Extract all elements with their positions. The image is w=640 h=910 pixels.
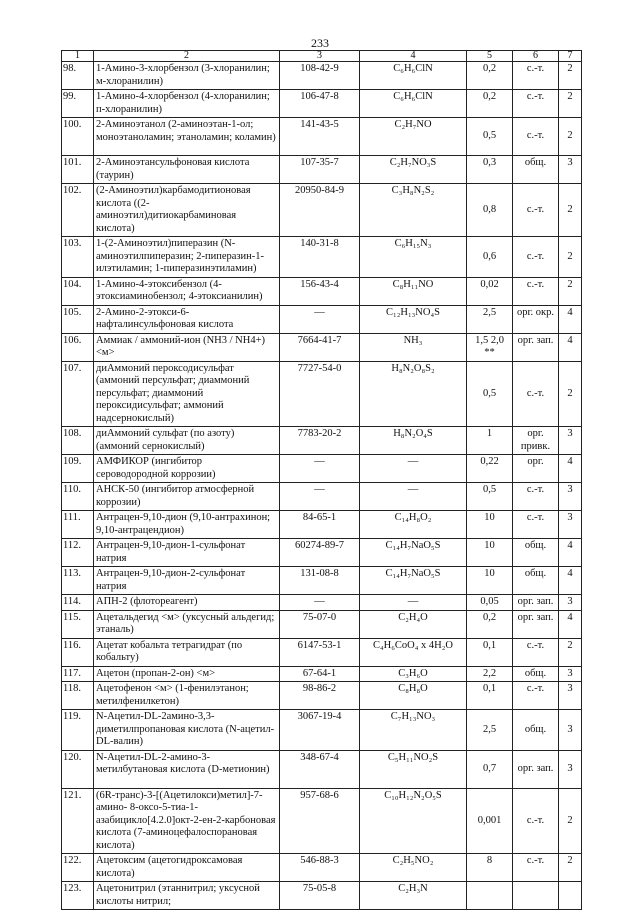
chemical-formula: C₁₀H₁₂N₂O₅S xyxy=(360,788,467,854)
table-row xyxy=(62,156,582,184)
row-number: 102. xyxy=(62,184,94,237)
row-number: 105. xyxy=(62,305,94,333)
chemical-formula: — xyxy=(360,595,467,611)
chemical-formula: NH₃ xyxy=(360,333,467,361)
row-number: 119. xyxy=(62,710,94,751)
chemical-formula: C₆H₁₅N₃ xyxy=(360,237,467,278)
concentration-value: 0,7 xyxy=(467,750,513,788)
header-col-1: 1 xyxy=(62,51,94,62)
concentration-value: 0,2 xyxy=(467,90,513,118)
hazard-indicator: орг. окр. xyxy=(513,305,559,333)
cas-number: 546-88-3 xyxy=(280,854,360,882)
cas-number: 108-42-9 xyxy=(280,62,360,90)
row-number: 106. xyxy=(62,333,94,361)
concentration-value: 0,1 xyxy=(467,682,513,710)
concentration-value: 0,3 xyxy=(467,156,513,184)
substance-name: 2-Аминоэтансульфоновая кислота (таурин) xyxy=(94,156,280,184)
hazard-class: 4 xyxy=(559,567,582,595)
hazard-indicator: общ. xyxy=(513,666,559,682)
concentration-value: 10 xyxy=(467,567,513,595)
cas-number: 7783-20-2 xyxy=(280,427,360,455)
hazard-indicator: общ. xyxy=(513,156,559,184)
table-row xyxy=(62,90,582,118)
cas-number: — xyxy=(280,595,360,611)
hazard-class: 3 xyxy=(559,483,582,511)
hazard-indicator: с.-т. xyxy=(513,854,559,882)
substance-name: Аммиак / аммоний-ион (NH3 / NH4+) <м> xyxy=(94,333,280,361)
concentration-value: 0,5 xyxy=(467,118,513,156)
table-row xyxy=(62,361,582,427)
substance-name: 1-Амино-4-хлорбензол (4-хлоранилин; п-хлоранилин) xyxy=(94,90,280,118)
substance-name: N-Ацетил-DL-2-амино-3-метилбутановая кислота (D-метионин) xyxy=(94,750,280,788)
concentration-value: 1 xyxy=(467,427,513,455)
page-number: 233 xyxy=(311,36,329,50)
substance-name: диАммоний сульфат (по азоту) (аммоний сернокислый) xyxy=(94,427,280,455)
row-number: 110. xyxy=(62,483,94,511)
chemical-formula: C₅H₁₁NO₂S xyxy=(360,750,467,788)
chemical-formula: C₁₂H₁₃NO₄S xyxy=(360,305,467,333)
table-row xyxy=(62,610,582,638)
row-number: 111. xyxy=(62,511,94,539)
substance-name: АМФИКОР (ингибитор сероводородной коррозии) xyxy=(94,455,280,483)
row-number: 101. xyxy=(62,156,94,184)
concentration-value: 2,5 xyxy=(467,305,513,333)
concentration-value: 1,5 2,0 ** xyxy=(467,333,513,361)
hazard-class: 3 xyxy=(559,682,582,710)
cas-number: 131-08-8 xyxy=(280,567,360,595)
hazard-indicator: с.-т. xyxy=(513,361,559,427)
cas-number: 67-64-1 xyxy=(280,666,360,682)
hazard-class: 4 xyxy=(559,610,582,638)
cas-number: — xyxy=(280,483,360,511)
chemical-formula: C₇H₁₃NO₃ xyxy=(360,710,467,751)
hazard-class: 3 xyxy=(559,750,582,788)
table-row xyxy=(62,595,582,611)
row-number: 104. xyxy=(62,277,94,305)
substance-name: АНСК-50 (ингибитор атмосферной коррозии) xyxy=(94,483,280,511)
row-number: 103. xyxy=(62,237,94,278)
hazard-class: 2 xyxy=(559,90,582,118)
hazard-indicator: с.-т. xyxy=(513,237,559,278)
concentration-value: 0,6 xyxy=(467,237,513,278)
hazard-indicator: орг. зап. xyxy=(513,595,559,611)
row-number: 117. xyxy=(62,666,94,682)
chemical-formula: C₈H₁₁NO xyxy=(360,277,467,305)
chemical-formula: H₈N₂O₈S₂ xyxy=(360,361,467,427)
concentration-value: 0,02 xyxy=(467,277,513,305)
cas-number: 75-07-0 xyxy=(280,610,360,638)
substance-name: 1-Амино-3-хлорбензол (3-хлоранилин; м-хлоранилин) xyxy=(94,62,280,90)
hazard-indicator: с.-т. xyxy=(513,638,559,666)
substance-name: АПН-2 (флотореагент) xyxy=(94,595,280,611)
table-row xyxy=(62,710,582,751)
cas-number: 60274-89-7 xyxy=(280,539,360,567)
table-row xyxy=(62,511,582,539)
substance-name: (2-Аминоэтил)карбамодитионовая кислота ((2-аминоэтил)дитиокарбаминовая кислота) xyxy=(94,184,280,237)
hazard-class: 3 xyxy=(559,595,582,611)
table-row xyxy=(62,333,582,361)
hazard-indicator: орг. xyxy=(513,455,559,483)
concentration-value: 0,1 xyxy=(467,638,513,666)
substance-name: Ацетальдегид <м> (уксусный альдегид; этаналь) xyxy=(94,610,280,638)
hazard-class: 3 xyxy=(559,156,582,184)
chemical-formula: C₁₄H₇NaO₅S xyxy=(360,539,467,567)
row-number: 115. xyxy=(62,610,94,638)
chemical-formula: C₂H₇NO₃S xyxy=(360,156,467,184)
hazard-class: 2 xyxy=(559,237,582,278)
concentration-value: 10 xyxy=(467,511,513,539)
row-number: 108. xyxy=(62,427,94,455)
hazard-class: 2 xyxy=(559,788,582,854)
cas-number: 107-35-7 xyxy=(280,156,360,184)
hazard-indicator: орг. привк. xyxy=(513,427,559,455)
chemical-formula: C₁₄H₈O₂ xyxy=(360,511,467,539)
concentration-value: 0,001 xyxy=(467,788,513,854)
hazard-class: 4 xyxy=(559,455,582,483)
concentration-value: 0,5 xyxy=(467,483,513,511)
table-row xyxy=(62,277,582,305)
header-row xyxy=(62,51,582,62)
table-row xyxy=(62,638,582,666)
row-number: 100. xyxy=(62,118,94,156)
hazard-indicator: орг. зап. xyxy=(513,610,559,638)
hazard-class: 4 xyxy=(559,333,582,361)
row-number: 112. xyxy=(62,539,94,567)
header-col-7: 7 xyxy=(559,51,582,62)
hazard-indicator xyxy=(513,882,559,910)
concentration-value: 10 xyxy=(467,539,513,567)
cas-number: — xyxy=(280,305,360,333)
chemical-formula: — xyxy=(360,483,467,511)
concentration-value: 0,05 xyxy=(467,595,513,611)
cas-number: 7727-54-0 xyxy=(280,361,360,427)
chemical-formula: C₆H₆ClN xyxy=(360,62,467,90)
header-col-5: 5 xyxy=(467,51,513,62)
cas-number: 20950-84-9 xyxy=(280,184,360,237)
row-number: 109. xyxy=(62,455,94,483)
cas-number: 156-43-4 xyxy=(280,277,360,305)
chemical-formula: C₄H₆CoO₄ x 4H₂O xyxy=(360,638,467,666)
row-number: 98. xyxy=(62,62,94,90)
hazard-indicator: общ. xyxy=(513,567,559,595)
hazard-indicator: с.-т. xyxy=(513,788,559,854)
table-row xyxy=(62,539,582,567)
row-number: 113. xyxy=(62,567,94,595)
table-row xyxy=(62,455,582,483)
row-number: 123. xyxy=(62,882,94,910)
cas-number: 3067-19-4 xyxy=(280,710,360,751)
concentration-value: 0,2 xyxy=(467,610,513,638)
hazard-indicator: общ. xyxy=(513,539,559,567)
concentration-value: 2,2 xyxy=(467,666,513,682)
table-row xyxy=(62,62,582,90)
table-row xyxy=(62,750,582,788)
substance-name: Антрацен-9,10-дион-1-сульфонат натрия xyxy=(94,539,280,567)
chemical-formula: — xyxy=(360,455,467,483)
hazard-class: 3 xyxy=(559,710,582,751)
hazard-class: 2 xyxy=(559,118,582,156)
concentration-value: 0,2 xyxy=(467,62,513,90)
substance-name: (6R-транс)-3-[(Ацетилокси)метил]-7-амино- 8-оксо-5-тиа-1-азабицикло[4.2.0]окт-2-ен-2-карбоновая кислота (7-аминоцефалоспорановая кислота) xyxy=(94,788,280,854)
chemical-formula: H₈N₂O₄S xyxy=(360,427,467,455)
hazard-class: 2 xyxy=(559,277,582,305)
table-row xyxy=(62,118,582,156)
chemical-formula: C₆H₆ClN xyxy=(360,90,467,118)
hazard-indicator: с.-т. xyxy=(513,184,559,237)
table-row xyxy=(62,854,582,882)
chemical-formula: C₁₄H₇NaO₅S xyxy=(360,567,467,595)
row-number: 107. xyxy=(62,361,94,427)
hazard-class: 3 xyxy=(559,511,582,539)
cas-number: 106-47-8 xyxy=(280,90,360,118)
row-number: 120. xyxy=(62,750,94,788)
hazard-indicator: с.-т. xyxy=(513,682,559,710)
substance-name: Ацетон (пропан-2-он) <м> xyxy=(94,666,280,682)
header-col-6: 6 xyxy=(513,51,559,62)
chemical-formula: C₂H₃N xyxy=(360,882,467,910)
concentration-value xyxy=(467,882,513,910)
hazard-indicator: с.-т. xyxy=(513,62,559,90)
table-row xyxy=(62,882,582,910)
hazard-indicator: орг. зап. xyxy=(513,750,559,788)
hazard-indicator: с.-т. xyxy=(513,90,559,118)
substance-name: 2-Амино-2-этокси-6-нафталинсульфоновая кислота xyxy=(94,305,280,333)
table-body xyxy=(62,62,582,910)
substance-name: Ацетонитрил (этаннитрил; уксусной кислоты нитрил; xyxy=(94,882,280,910)
hazard-indicator: с.-т. xyxy=(513,277,559,305)
concentration-value: 0,22 xyxy=(467,455,513,483)
substance-name: Ацетат кобальта тетрагидрат (по кобальту) xyxy=(94,638,280,666)
cas-number: 84-65-1 xyxy=(280,511,360,539)
table-row xyxy=(62,427,582,455)
hazard-class: 4 xyxy=(559,305,582,333)
substance-name: 1-(2-Аминоэтил)пиперазин (N-аминоэтилпиперазин; 2-пиперазин-1- илэтиламин; 1-пиперазинэтиламин) xyxy=(94,237,280,278)
concentration-value: 2,5 xyxy=(467,710,513,751)
table-row xyxy=(62,483,582,511)
cas-number: 98-86-2 xyxy=(280,682,360,710)
row-number: 122. xyxy=(62,854,94,882)
concentration-value: 0,5 xyxy=(467,361,513,427)
hazard-indicator: общ. xyxy=(513,710,559,751)
row-number: 114. xyxy=(62,595,94,611)
chemical-formula: C₂H₅NO₂ xyxy=(360,854,467,882)
substance-name: 2-Аминоэтанол (2-аминоэтан-1-ол; моноэтаноламин; этаноламин; коламин) xyxy=(94,118,280,156)
concentration-value: 0,8 xyxy=(467,184,513,237)
row-number: 99. xyxy=(62,90,94,118)
chemical-formula: C₈H₈O xyxy=(360,682,467,710)
substances-table xyxy=(61,50,582,910)
concentration-value: 8 xyxy=(467,854,513,882)
cas-number: 140-31-8 xyxy=(280,237,360,278)
cas-number: 348-67-4 xyxy=(280,750,360,788)
hazard-class: 2 xyxy=(559,62,582,90)
hazard-indicator: с.-т. xyxy=(513,118,559,156)
table-row xyxy=(62,682,582,710)
hazard-class: 2 xyxy=(559,854,582,882)
substance-name: Антрацен-9,10-дион-2-сульфонат натрия xyxy=(94,567,280,595)
hazard-indicator: орг. зап. xyxy=(513,333,559,361)
header-col-4: 4 xyxy=(360,51,467,62)
hazard-class: 2 xyxy=(559,638,582,666)
hazard-indicator: с.-т. xyxy=(513,483,559,511)
substance-name: 1-Амино-4-этоксибензол (4-этоксиаминобензол; 4-этоксианилин) xyxy=(94,277,280,305)
chemical-formula: C₂H₄O xyxy=(360,610,467,638)
table-row xyxy=(62,666,582,682)
hazard-class: 2 xyxy=(559,184,582,237)
hazard-class xyxy=(559,882,582,910)
header-col-3: 3 xyxy=(280,51,360,62)
row-number: 118. xyxy=(62,682,94,710)
cas-number: — xyxy=(280,455,360,483)
table-row xyxy=(62,305,582,333)
table-row xyxy=(62,237,582,278)
table-row xyxy=(62,567,582,595)
table-row xyxy=(62,184,582,237)
row-number: 116. xyxy=(62,638,94,666)
chemical-formula: C₂H₇NO xyxy=(360,118,467,156)
hazard-indicator: с.-т. xyxy=(513,511,559,539)
hazard-class: 2 xyxy=(559,361,582,427)
substance-name: Ацетоксим (ацетогидроксамовая кислота) xyxy=(94,854,280,882)
cas-number: 6147-53-1 xyxy=(280,638,360,666)
substance-name: Ацетофенон <м> (1-фенилэтанон; метилфенилкетон) xyxy=(94,682,280,710)
cas-number: 141-43-5 xyxy=(280,118,360,156)
chemical-formula: C₃H₈N₂S₂ xyxy=(360,184,467,237)
hazard-class: 3 xyxy=(559,666,582,682)
hazard-class: 3 xyxy=(559,427,582,455)
header-col-2: 2 xyxy=(94,51,280,62)
cas-number: 957-68-6 xyxy=(280,788,360,854)
substance-name: диАммоний пероксодисульфат (аммоний персульфат; диаммоний персульфат; диаммоний пероксидисульфат; аммоний надсернокислый) xyxy=(94,361,280,427)
cas-number: 7664-41-7 xyxy=(280,333,360,361)
substance-name: N-Ацетил-DL-2амино-3,3-диметилпропановая кислота (N-ацетил-DL-валин) xyxy=(94,710,280,751)
table-row xyxy=(62,788,582,854)
cas-number: 75-05-8 xyxy=(280,882,360,910)
hazard-class: 4 xyxy=(559,539,582,567)
row-number: 121. xyxy=(62,788,94,854)
substance-name: Антрацен-9,10-дион (9,10-антрахинон; 9,10-антрацендион) xyxy=(94,511,280,539)
chemical-formula: C₃H₆O xyxy=(360,666,467,682)
